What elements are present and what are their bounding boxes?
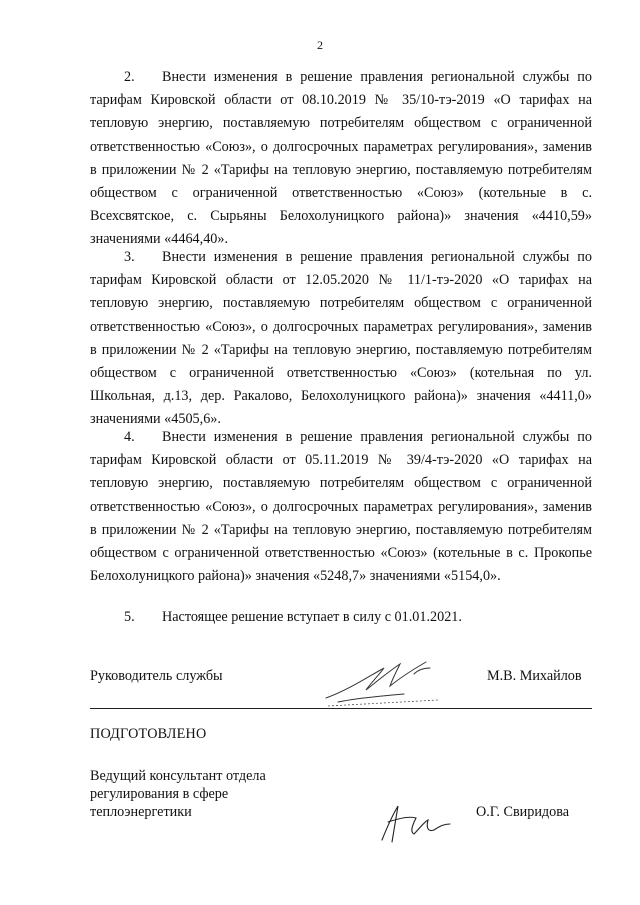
paragraph-2 (90, 66, 592, 252)
preparer-role-line: регулирования в сфере (90, 785, 229, 802)
paragraph-text: Внести изменения в решение правления региональной службы по тарифам Кировской области от 05.11.2019 № 39/4-тэ-2020 «О тарифах на тепловую энергию, поставляемую потребителям обществом с ограниченной ответственностью «Союз», о долгосрочных параметрах регулирования», заменив в приложении № 2 «Тарифы на тепловую энергию, поставляемую потребителям обществом с ограниченной ответственностью «Союз» (котельные в с. Прокопье Белохолуницкого района)» значения «5248,7» значениями «5154,0». (90, 429, 592, 585)
signatory-signature-icon (318, 652, 448, 710)
paragraph-number: 4. (124, 429, 135, 445)
paragraph-text: Внести изменения в решение правления региональной службы по тарифам Кировской области от 08.10.2019 № 35/10-тэ-2019 «О тарифах на тепловую энергию, поставляемую потребителям обществом с ограниченной ответственностью «Союз», о долгосрочных параметрах регулирования», заменив в приложении № 2 «Тарифы на тепловую энергию, поставляемую потребителям обществом с ограниченной ответственностью «Союз» (котельные в с. Всехсвятское, с. Сырьяны Белохолуницкого района)» значения «4410,59» значениями «4464,40». (90, 69, 592, 248)
paragraph-number: 3. (124, 249, 135, 265)
paragraph-text: Настоящее решение вступает в силу с 01.01.2021. (162, 609, 462, 625)
preparer-role-line: Ведущий консультант отдела (90, 768, 266, 784)
signatory-name: М.В. Михайлов (487, 668, 582, 684)
preparer-role (90, 768, 266, 821)
paragraph-number: 5. (124, 609, 135, 625)
preparer-signature-icon (370, 800, 460, 848)
prepared-heading: ПОДГОТОВЛЕНО (90, 726, 207, 742)
paragraph-5 (90, 606, 592, 629)
paragraph-3 (90, 246, 592, 432)
paragraph-number: 2. (124, 69, 135, 85)
paragraph-4 (90, 426, 592, 588)
paragraph-text: Внести изменения в решение правления региональной службы по тарифам Кировской области от 12.05.2020 № 11/1-тэ-2020 «О тарифах на тепловую энергию, поставляемую потребителям обществом с ограниченной ответственностью «Союз», о долгосрочных параметрах регулирования», заменив в приложении № 2 «Тарифы на тепловую энергию, поставляемую потребителям обществом с ограниченной ответственностью «Союз» (котельная по ул. Школьная, д.13, дер. Ракалово, Белохолуницкого района)» значения «4411,0» значениями «4505,6». (90, 249, 592, 428)
preparer-role-line: теплоэнергетики (90, 803, 192, 820)
preparer-name: О.Г. Свиридова (476, 804, 570, 820)
page-number: 2 (317, 38, 323, 52)
separator-line (90, 708, 592, 709)
signatory-role: Руководитель службы (90, 668, 223, 684)
